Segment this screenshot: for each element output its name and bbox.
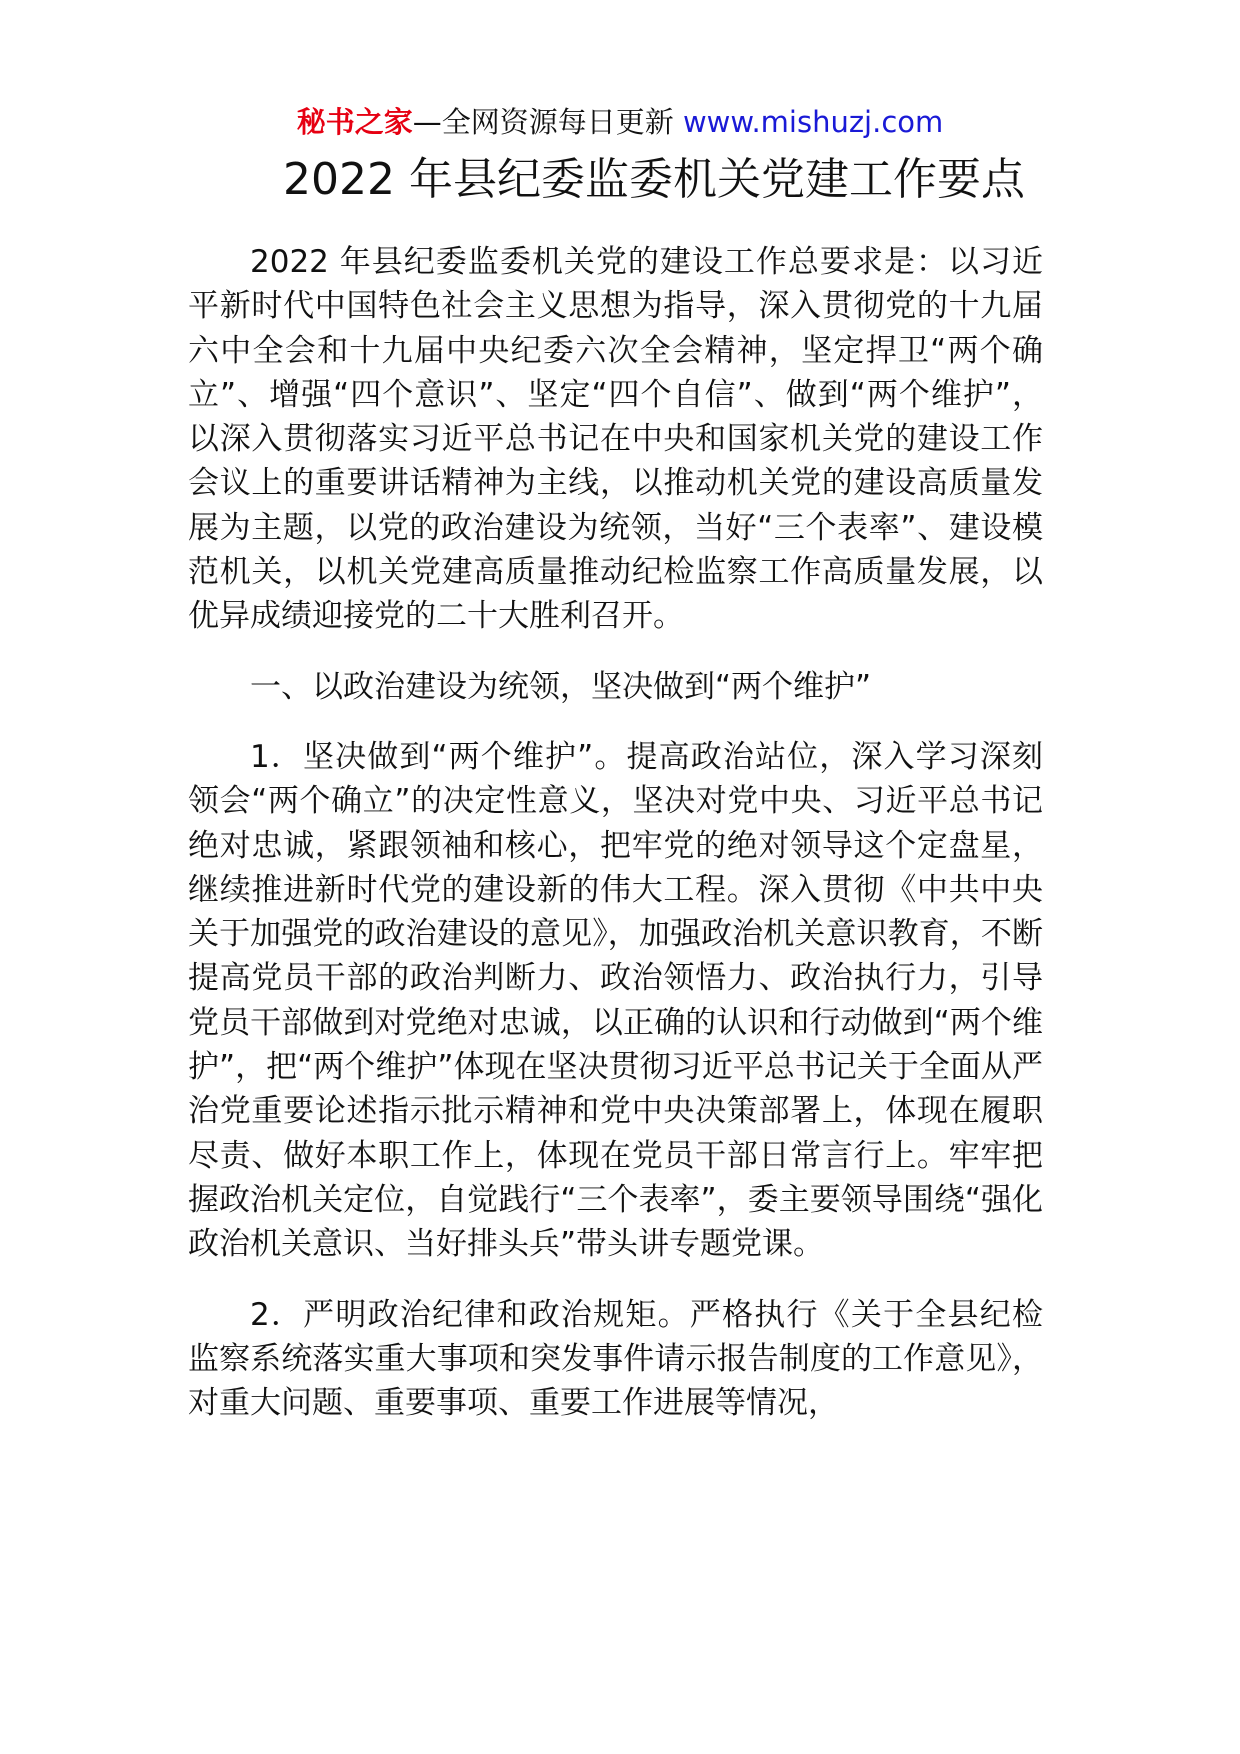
section-heading-1: 一、以政治建设为统领，坚决做到“两个维护” (250, 668, 872, 705)
intro-paragraph: 2022 年县纪委监委机关党的建设工作总要求是：以习近平新时代中国特色社会主义思想为指导，深入贯彻党的十九届六中全会和十九届中央纪委六次全会精神，坚定捍卫“两个确立”、增强“四个意识”、坚定“四个自信”、做到“两个维护”，以深入贯彻落实习近平总书记在中央和国家机关党的建设工作会议上的重要讲话精神为主线，以推动机关党的建设高质量发展为主题，以党的政治建设为统领，当好“三个表率”、建设模范机关，以机关党建高质量推动纪检监察工作高质量发展，以优异成绩迎接党的二十大胜利召开。 (188, 244, 1043, 635)
site-url-link[interactable]: www.mishuzj.com (673, 105, 944, 139)
item-paragraph-2: 2．严明政治纪律和政治规矩。严格执行《关于全县纪检监察系统落实重大事项和突发事件请示报告制度的工作意见》，对重大问题、重要事项、重要工作进展等情况， (188, 1296, 1043, 1422)
header-tagline: —全网资源每日更新 (412, 105, 674, 139)
document-title: 2022 年县纪委监委机关党建工作要点 (283, 154, 1025, 205)
brand-name: 秘书之家 (296, 105, 413, 139)
item-paragraph-1: 1．坚决做到“两个维护”。提高政治站位，深入学习深刻领会“两个确立”的决定性意义，坚决对党中央、习近平总书记绝对忠诚，紧跟领袖和核心，把牢党的绝对领导这个定盘星，继续推进新时代党的建设新的伟大工程。深入贯彻《中共中央关于加强党的政治建设的意见》，加强政治机关意识教育，不断提高党员干部的政治判断力、政治领悟力、政治执行力，引导党员干部做到对党绝对忠诚，以正确的认识和行动做到“两个维护”，把“两个维护”体现在坚决贯彻习近平总书记关于全面从严治党重要论述指示批示精神和党中央决策部署上，体现在履职尽责、做好本职工作上，体现在党员干部日常言行上。牢牢把握政治机关定位，自觉践行“三个表率”，委主要领导围绕“强化政治机关意识、当好排头兵”带头讲专题党课。 (188, 738, 1043, 1263)
document-body (188, 240, 1043, 1425)
header-banner (0, 102, 1240, 142)
